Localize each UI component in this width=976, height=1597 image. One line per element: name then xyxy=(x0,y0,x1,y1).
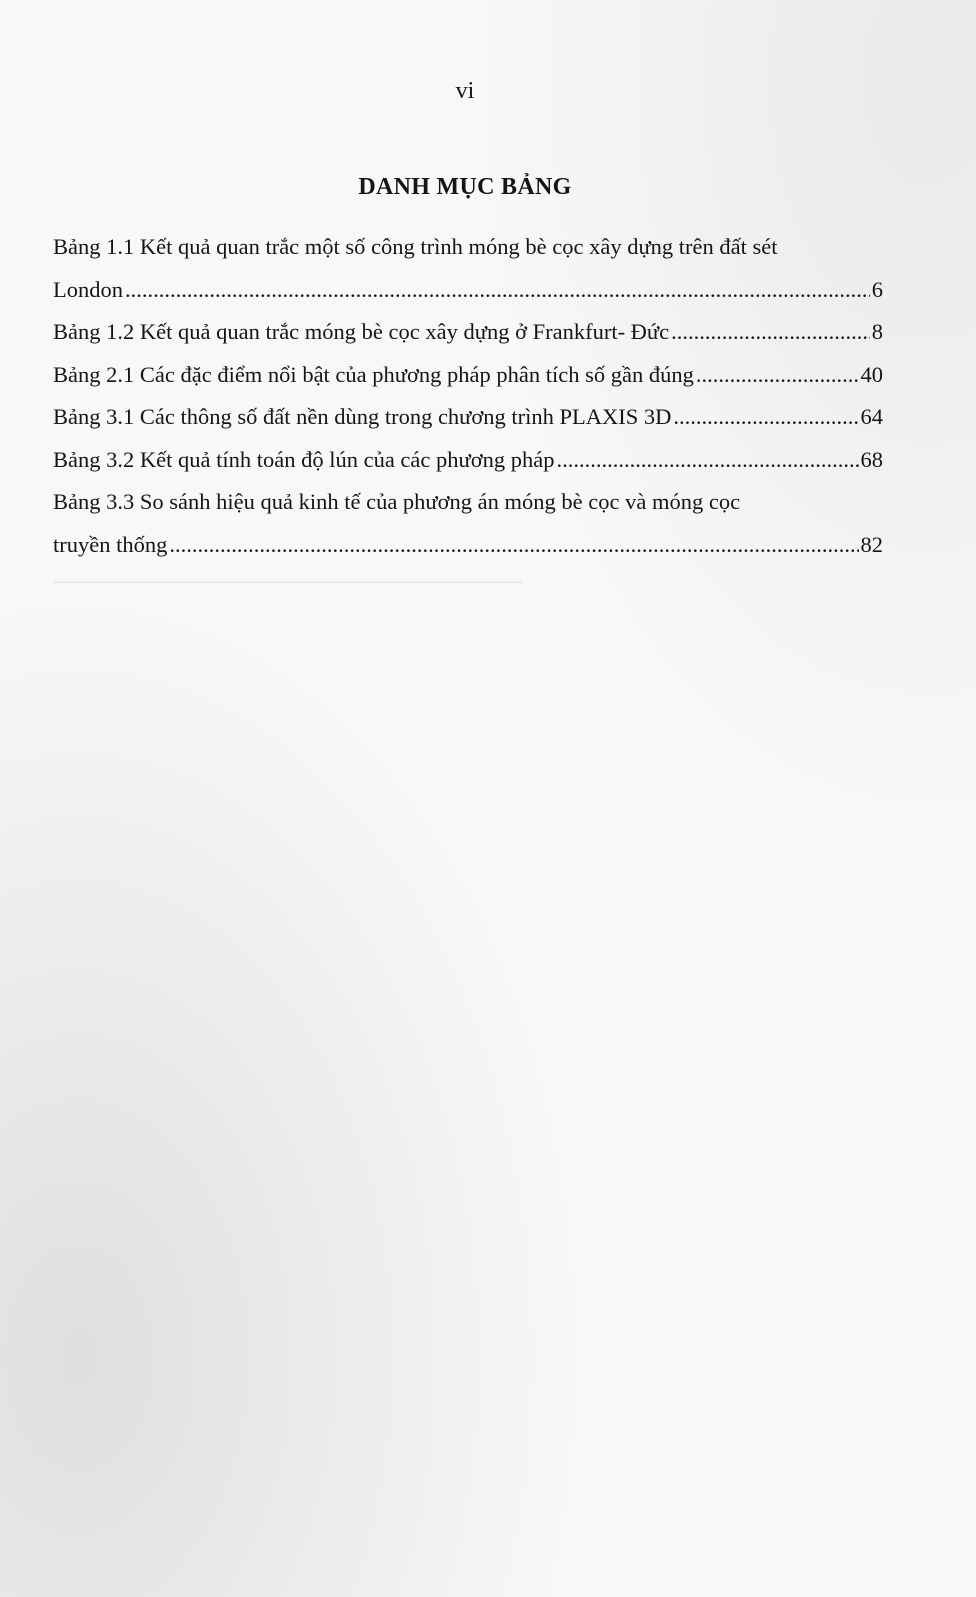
list-item xyxy=(53,439,883,482)
entry-first-line xyxy=(53,481,883,524)
entry-last-line xyxy=(53,439,883,482)
entry-title: Bảng 1.2 Kết quả quan trắc móng bè cọc xây dựng ở Frankfurt- Đức xyxy=(53,319,670,344)
entry-page-number: 64 xyxy=(860,404,883,429)
entry-page-number: 68 xyxy=(860,446,883,472)
entry-page-number: 82 xyxy=(860,531,883,557)
entry-last-line xyxy=(53,396,883,439)
entry-title: Bảng 3.2 Kết quả tính toán độ lún của các phương pháp xyxy=(53,446,555,472)
entry-title: Bảng 3.3 So sánh hiệu quả kinh tế của phương án móng bè cọc và móng cọc xyxy=(53,489,741,514)
entry-last-line xyxy=(53,524,883,567)
page-number: vi xyxy=(455,78,475,104)
entry-title-continued: London xyxy=(53,276,123,302)
dot-leader xyxy=(673,396,858,439)
list-item xyxy=(53,226,883,311)
page-title: DANH MỤC BẢNG xyxy=(358,174,572,200)
entry-title: Bảng 3.1 Các thông số đất nền dùng trong chương trình PLAXIS 3D xyxy=(53,404,672,429)
entry-last-line xyxy=(53,311,883,354)
entry-page-number: 8 xyxy=(871,319,883,344)
dot-leader xyxy=(696,354,859,397)
list-item xyxy=(53,354,883,397)
bleed-through-shadow: ────────────────────────────── xyxy=(54,569,522,594)
entry-last-line xyxy=(53,269,883,312)
entry-last-line xyxy=(53,354,883,397)
dot-leader xyxy=(125,269,870,312)
dot-leader xyxy=(556,439,858,482)
dot-leader xyxy=(671,311,870,354)
list-item xyxy=(53,311,883,354)
entry-first-line xyxy=(53,226,883,269)
entry-title: Bảng 2.1 Các đặc điểm nổi bật của phương pháp phân tích số gần đúng xyxy=(53,361,694,387)
list-item xyxy=(53,396,883,439)
entry-page-number: 6 xyxy=(871,276,883,302)
entry-page-number: 40 xyxy=(860,361,883,387)
list-item xyxy=(53,481,883,566)
table-list xyxy=(53,226,883,566)
entry-title: Bảng 1.1 Kết quả quan trắc một số công trình móng bè cọc xây dựng trên đất sét xyxy=(53,234,778,259)
dot-leader xyxy=(169,524,858,567)
entry-title-continued: truyền thống xyxy=(53,531,168,557)
